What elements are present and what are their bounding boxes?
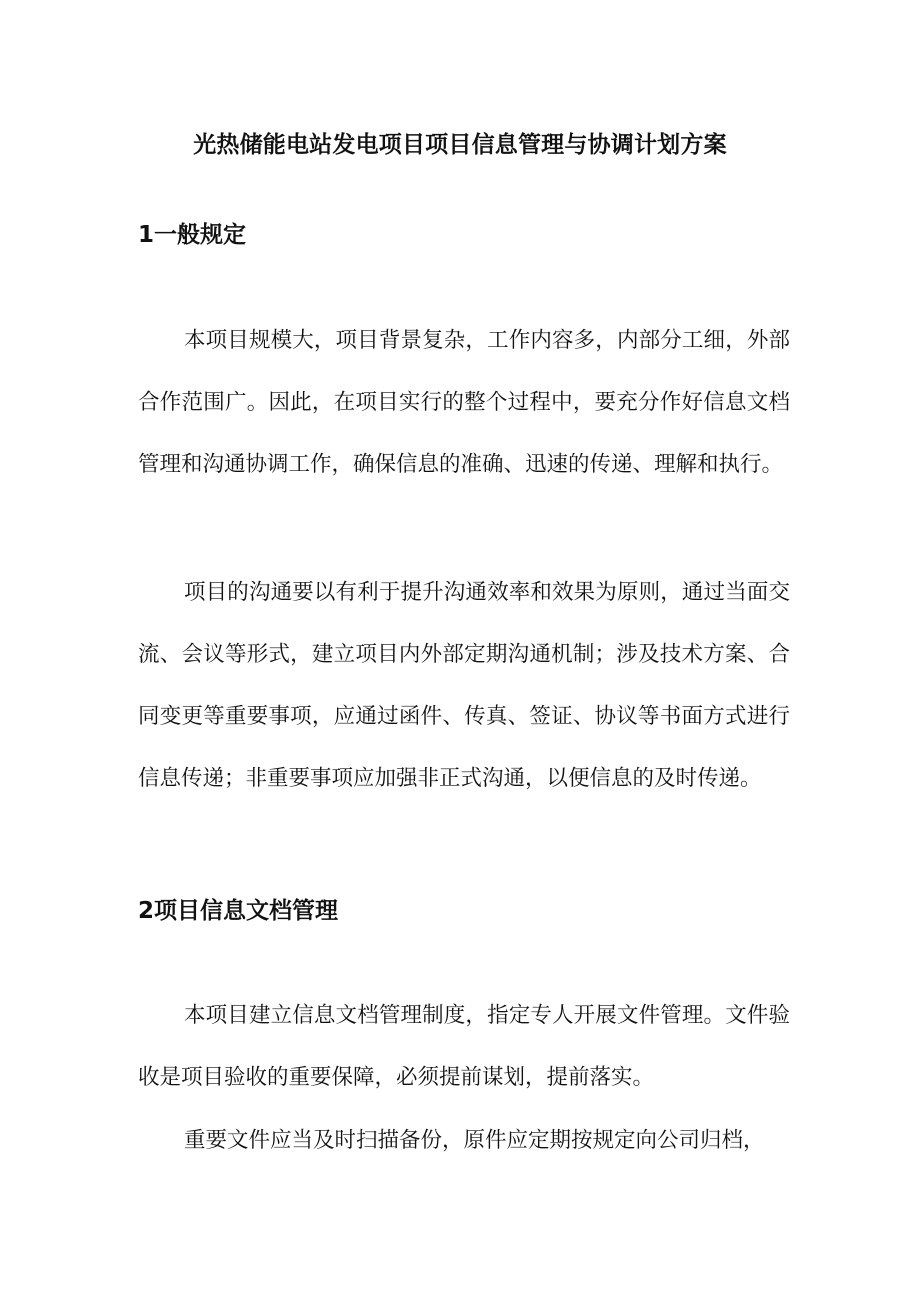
paragraph-archiving: 重要文件应当及时扫描备份，原件应定期按规定向公司归档，	[184, 1128, 765, 1153]
paragraph-project-overview: 本项目规模大，项目背景复杂，工作内容多，内部分工细，外部合作范围广。因此，在项目实行的整个过程中，要充分作好信息文档管理和沟通协调工作，确保信息的准确、迅速的传递、理解和执行。	[138, 328, 790, 477]
paragraph-document-system: 本项目建立信息文档管理制度，指定专人开展文件管理。文件验收是项目验收的重要保障，必须提前谋划，提前落实。	[138, 1003, 790, 1090]
document-title: 光热储能电站发电项目项目信息管理与协调计划方案	[193, 132, 727, 158]
section-heading-document-management: 2项目信息文档管理	[138, 898, 339, 924]
section-heading-general-provisions: 1一般规定	[138, 222, 247, 248]
paragraph-communication-principles: 项目的沟通要以有利于提升沟通效率和效果为原则，通过当面交流、会议等形式，建立项目内外部定期沟通机制；涉及技术方案、合同变更等重要事项，应通过函件、传真、签证、协议等书面方式进行信息传递；非重要事项应加强非正式沟通，以便信息的及时传递。	[138, 580, 790, 791]
